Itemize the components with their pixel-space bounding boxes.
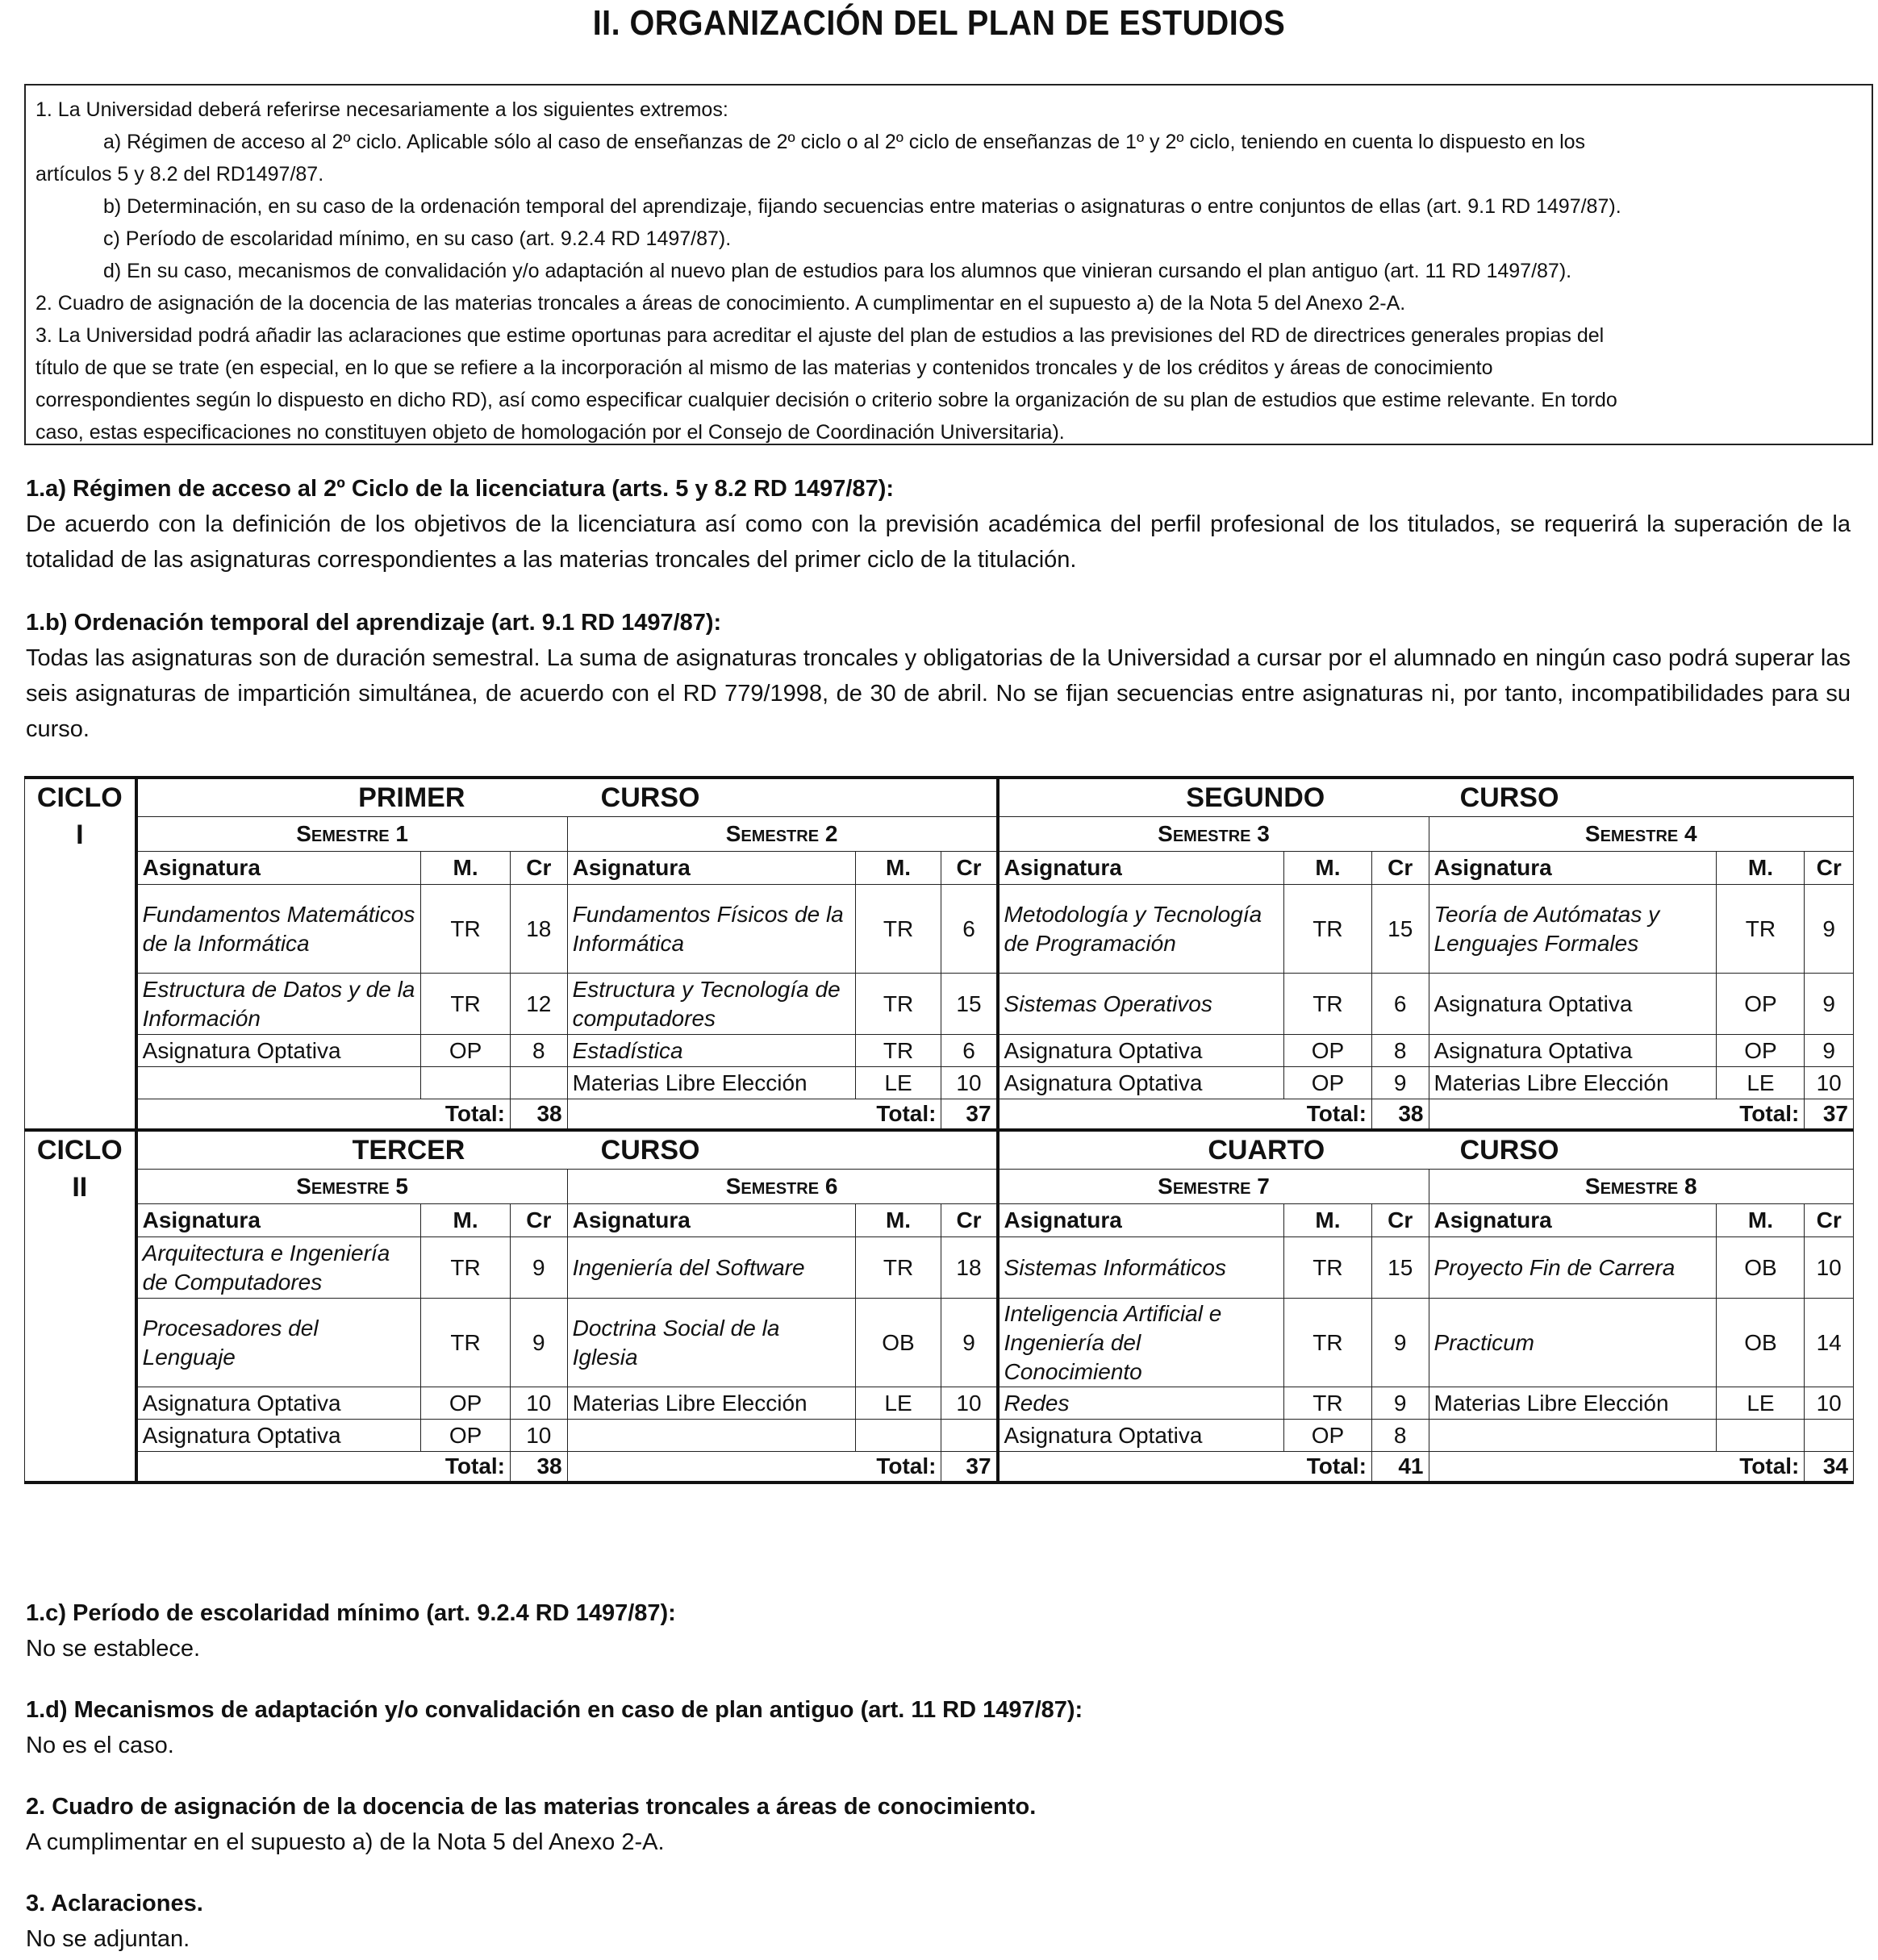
section-1b-heading: 1.b) Ordenación temporal del aprendizaje (art. 9.1 RD 1497/87): bbox=[26, 610, 722, 636]
page-title: II. ORGANIZACIÓN DEL PLAN DE ESTUDIOS bbox=[592, 3, 1286, 43]
credits-cell: 10 bbox=[511, 1387, 568, 1420]
credits-cell: 9 bbox=[511, 1299, 568, 1387]
column-header-creditos: Cr bbox=[1371, 852, 1429, 885]
total-label: Total: bbox=[567, 1452, 941, 1483]
credits-cell: 10 bbox=[511, 1420, 568, 1452]
asignatura-cell: Asignatura Optativa bbox=[136, 1420, 421, 1452]
credits-cell: 15 bbox=[1371, 885, 1429, 974]
column-header-asignatura: Asignatura bbox=[998, 1204, 1284, 1237]
table-row bbox=[25, 885, 1854, 974]
credits-cell: 18 bbox=[511, 885, 568, 974]
materia-type-cell: TR bbox=[855, 1237, 941, 1299]
instruction-line: c) Período de escolaridad mínimo, en su caso (art. 9.2.4 RD 1497/87). bbox=[103, 227, 732, 250]
ciclo-label bbox=[25, 778, 136, 1130]
credits-cell: 8 bbox=[1371, 1035, 1429, 1067]
asignatura-cell: Materias Libre Elección bbox=[1429, 1067, 1717, 1099]
materia-type-cell: OB bbox=[1717, 1299, 1805, 1387]
column-header-row bbox=[25, 852, 1854, 885]
column-header-creditos: Cr bbox=[511, 1204, 568, 1237]
ciclo-word: CICLO bbox=[36, 1135, 123, 1166]
credits-cell: 9 bbox=[1371, 1387, 1429, 1420]
credits-cell: 6 bbox=[941, 1035, 998, 1067]
asignatura-cell: Asignatura Optativa bbox=[1429, 974, 1717, 1035]
asignatura-cell: Asignatura Optativa bbox=[136, 1387, 421, 1420]
column-header-materia: M. bbox=[1284, 852, 1372, 885]
instruction-line: 3. La Universidad podrá añadir las aclaraciones que estime oportunas para acreditar el ajuste del plan de estudios a las previsiones del RD de directrices generales propias del bbox=[35, 324, 1605, 347]
materia-type-cell: LE bbox=[855, 1387, 941, 1420]
materia-type-cell: TR bbox=[1284, 1237, 1372, 1299]
column-header-creditos: Cr bbox=[941, 1204, 998, 1237]
column-header-materia: M. bbox=[1717, 1204, 1805, 1237]
section-1b-body: Todas las asignaturas son de duración semestral. La suma de asignaturas troncales y obligatorias de la Universidad a cursar por el alumnado en ningún caso podrá superar las seis asignaturas de impartición simultánea, de acuerdo con el RD 779/1998, de 30 de abril. No se fijan secuencias entre asignaturas ni, por tanto, incompatibilidades para su curso. bbox=[26, 645, 1851, 742]
column-header-materia: M. bbox=[1284, 1204, 1372, 1237]
curso-word: CURSO bbox=[1459, 782, 1559, 813]
materia-type-cell: TR bbox=[1284, 974, 1372, 1035]
curso-ordinal: CUARTO bbox=[1208, 1135, 1325, 1166]
credits-cell: 8 bbox=[511, 1035, 568, 1067]
column-header-creditos: Cr bbox=[1371, 1204, 1429, 1237]
total-label: Total: bbox=[136, 1452, 511, 1483]
materia-type-cell: OP bbox=[1284, 1067, 1372, 1099]
curso-word: CURSO bbox=[1459, 1135, 1559, 1166]
asignatura-cell: Arquitectura e Ingeniería de Computadores bbox=[136, 1237, 421, 1299]
total-credits: 37 bbox=[941, 1452, 998, 1483]
ciclo-number: I bbox=[76, 819, 84, 850]
asignatura-cell: Estadística bbox=[567, 1035, 855, 1067]
section-1d bbox=[26, 1692, 1851, 1763]
total-label: Total: bbox=[1429, 1452, 1805, 1483]
column-header-creditos: Cr bbox=[1805, 1204, 1854, 1237]
total-credits: 38 bbox=[1371, 1099, 1429, 1131]
column-header-asignatura: Asignatura bbox=[998, 852, 1284, 885]
credits-cell bbox=[511, 1067, 568, 1099]
asignatura-cell: Inteligencia Artificial e Ingeniería del Conocimiento bbox=[998, 1299, 1284, 1387]
section-1b bbox=[26, 605, 1851, 747]
curso-word: CURSO bbox=[600, 782, 700, 813]
materia-type-cell: OP bbox=[1284, 1420, 1372, 1452]
ciclo-number: II bbox=[72, 1172, 88, 1203]
column-header-materia: M. bbox=[855, 852, 941, 885]
total-credits: 41 bbox=[1371, 1452, 1429, 1483]
credits-cell: 10 bbox=[1805, 1067, 1854, 1099]
asignatura-cell: Sistemas Informáticos bbox=[998, 1237, 1284, 1299]
credits-cell: 10 bbox=[941, 1067, 998, 1099]
instruction-line: correspondientes según lo dispuesto en dicho RD), así como especificar cualquier decisión o criterio sobre la organización de su plan de estudios que estime relevante. En tordo bbox=[35, 389, 1617, 411]
semestre-header: Semestre 1 bbox=[136, 817, 567, 852]
table-row bbox=[25, 974, 1854, 1035]
section-1d-body: No es el caso. bbox=[26, 1733, 174, 1758]
table-row bbox=[25, 1387, 1854, 1420]
materia-type-cell: TR bbox=[1717, 885, 1805, 974]
total-label: Total: bbox=[567, 1099, 941, 1131]
credits-cell: 9 bbox=[1805, 885, 1854, 974]
credits-cell: 15 bbox=[1371, 1237, 1429, 1299]
total-credits: 38 bbox=[511, 1452, 568, 1483]
ciclo-word: CICLO bbox=[36, 782, 123, 813]
column-header-asignatura: Asignatura bbox=[567, 852, 855, 885]
semestre-header: Semestre 6 bbox=[567, 1170, 997, 1204]
credits-cell: 6 bbox=[941, 885, 998, 974]
section-1c bbox=[26, 1595, 1851, 1666]
credits-cell: 14 bbox=[1805, 1299, 1854, 1387]
column-header-materia: M. bbox=[421, 852, 511, 885]
materia-type-cell: OP bbox=[1717, 974, 1805, 1035]
total-label: Total: bbox=[998, 1099, 1372, 1131]
materia-type-cell: TR bbox=[855, 885, 941, 974]
table-row bbox=[25, 1299, 1854, 1387]
materia-type-cell: TR bbox=[855, 1035, 941, 1067]
column-header-creditos: Cr bbox=[1805, 852, 1854, 885]
materia-type-cell bbox=[855, 1420, 941, 1452]
semestre-header: Semestre 5 bbox=[136, 1170, 567, 1204]
section-1a-heading: 1.a) Régimen de acceso al 2º Ciclo de la licenciatura (arts. 5 y 8.2 RD 1497/87): bbox=[26, 476, 895, 502]
materia-type-cell: LE bbox=[1717, 1067, 1805, 1099]
asignatura-cell: Materias Libre Elección bbox=[567, 1387, 855, 1420]
credits-cell: 9 bbox=[1371, 1067, 1429, 1099]
curso-header bbox=[998, 1130, 1854, 1170]
curso-header bbox=[136, 1130, 998, 1170]
asignatura-cell: Teoría de Autómatas y Lenguajes Formales bbox=[1429, 885, 1717, 974]
credits-cell: 10 bbox=[1805, 1387, 1854, 1420]
instruction-line: b) Determinación, en su caso de la ordenación temporal del aprendizaje, fijando secuencias entre materias o asignaturas o entre conjuntos de ellas (art. 9.1 RD 1497/87). bbox=[103, 195, 1621, 218]
materia-type-cell: TR bbox=[1284, 885, 1372, 974]
semestre-header: Semestre 2 bbox=[567, 817, 997, 852]
section-1c-heading: 1.c) Período de escolaridad mínimo (art. 9.2.4 RD 1497/87): bbox=[26, 1600, 676, 1626]
total-row bbox=[25, 1452, 1854, 1483]
instruction-line: 1. La Universidad deberá referirse necesariamente a los siguientes extremos: bbox=[35, 98, 728, 121]
credits-cell bbox=[941, 1420, 998, 1452]
asignatura-cell: Asignatura Optativa bbox=[998, 1035, 1284, 1067]
materia-type-cell: TR bbox=[421, 974, 511, 1035]
asignatura-cell: Proyecto Fin de Carrera bbox=[1429, 1237, 1717, 1299]
column-header-asignatura: Asignatura bbox=[136, 1204, 421, 1237]
asignatura-cell: Asignatura Optativa bbox=[998, 1420, 1284, 1452]
column-header-materia: M. bbox=[1717, 852, 1805, 885]
asignatura-cell bbox=[136, 1067, 421, 1099]
asignatura-cell: Materias Libre Elección bbox=[567, 1067, 855, 1099]
asignatura-cell: Estructura de Datos y de la Información bbox=[136, 974, 421, 1035]
materia-type-cell: OP bbox=[1284, 1035, 1372, 1067]
materia-type-cell bbox=[1717, 1420, 1805, 1452]
instruction-line: artículos 5 y 8.2 del RD1497/87. bbox=[35, 163, 324, 186]
curso-ordinal: TERCER bbox=[352, 1135, 465, 1166]
section-2 bbox=[26, 1789, 1851, 1860]
materia-type-cell: LE bbox=[855, 1067, 941, 1099]
credits-cell: 9 bbox=[1805, 974, 1854, 1035]
semestre-header: Semestre 7 bbox=[998, 1170, 1429, 1204]
credits-cell: 18 bbox=[941, 1237, 998, 1299]
section-2-heading: 2. Cuadro de asignación de la docencia de las materias troncales a áreas de conocimiento. bbox=[26, 1794, 1037, 1820]
materia-type-cell: TR bbox=[1284, 1299, 1372, 1387]
asignatura-cell: Metodología y Tecnología de Programación bbox=[998, 885, 1284, 974]
table-row bbox=[25, 1067, 1854, 1099]
instruction-line: d) En su caso, mecanismos de convalidación y/o adaptación al nuevo plan de estudios para los alumnos que vinieran cursando el plan antiguo (art. 11 RD 1497/87). bbox=[103, 260, 1572, 282]
materia-type-cell: OP bbox=[421, 1387, 511, 1420]
semestre-row bbox=[25, 1170, 1854, 1204]
section-3-heading: 3. Aclaraciones. bbox=[26, 1891, 203, 1916]
asignatura-cell: Doctrina Social de la Iglesia bbox=[567, 1299, 855, 1387]
section-1a-body: De acuerdo con la definición de los objetivos de la licenciatura así como con la previsión académica del perfil profesional de los titulados, se requerirá la superación de la totalidad de las asignaturas correspondientes a las materias troncales del primer ciclo de la titulación. bbox=[26, 511, 1851, 573]
credits-cell: 8 bbox=[1371, 1420, 1429, 1452]
asignatura-cell: Estructura y Tecnología de computadores bbox=[567, 974, 855, 1035]
instruction-line: 2. Cuadro de asignación de la docencia de las materias troncales a áreas de conocimiento. A cumplimentar en el supuesto a) de la Nota 5 del Anexo 2-A. bbox=[35, 292, 1406, 315]
section-1d-heading: 1.d) Mecanismos de adaptación y/o convalidación en caso de plan antiguo (art. 11 RD 1497/87): bbox=[26, 1697, 1083, 1723]
section-1c-body: No se establece. bbox=[26, 1636, 201, 1662]
credits-cell: 9 bbox=[1805, 1035, 1854, 1067]
materia-type-cell: OP bbox=[421, 1035, 511, 1067]
credits-cell: 10 bbox=[941, 1387, 998, 1420]
materia-type-cell: LE bbox=[1717, 1387, 1805, 1420]
curso-row bbox=[25, 778, 1854, 817]
ciclo-label bbox=[25, 1130, 136, 1483]
credits-cell: 9 bbox=[941, 1299, 998, 1387]
materia-type-cell: TR bbox=[855, 974, 941, 1035]
asignatura-cell: Sistemas Operativos bbox=[998, 974, 1284, 1035]
materia-type-cell bbox=[421, 1067, 511, 1099]
asignatura-cell: Procesadores del Lenguaje bbox=[136, 1299, 421, 1387]
credits-cell bbox=[1805, 1420, 1854, 1452]
materia-type-cell: TR bbox=[421, 1237, 511, 1299]
semestre-header: Semestre 8 bbox=[1429, 1170, 1854, 1204]
section-3-body: No se adjuntan. bbox=[26, 1926, 190, 1952]
asignatura-cell: Asignatura Optativa bbox=[998, 1067, 1284, 1099]
asignatura-cell: Ingeniería del Software bbox=[567, 1237, 855, 1299]
table-row bbox=[25, 1237, 1854, 1299]
materia-type-cell: TR bbox=[421, 885, 511, 974]
asignatura-cell: Fundamentos Matemáticos de la Informática bbox=[136, 885, 421, 974]
column-header-materia: M. bbox=[855, 1204, 941, 1237]
column-header-asignatura: Asignatura bbox=[1429, 852, 1717, 885]
asignatura-cell: Practicum bbox=[1429, 1299, 1717, 1387]
credits-cell: 15 bbox=[941, 974, 998, 1035]
materia-type-cell: OP bbox=[421, 1420, 511, 1452]
semestre-row bbox=[25, 817, 1854, 852]
asignatura-cell: Fundamentos Físicos de la Informática bbox=[567, 885, 855, 974]
section-3 bbox=[26, 1886, 1851, 1957]
curso-header bbox=[136, 778, 998, 817]
table-row bbox=[25, 1420, 1854, 1452]
asignatura-cell: Redes bbox=[998, 1387, 1284, 1420]
total-credits: 37 bbox=[941, 1099, 998, 1131]
column-header-asignatura: Asignatura bbox=[567, 1204, 855, 1237]
credits-cell: 6 bbox=[1371, 974, 1429, 1035]
instructions-box bbox=[24, 84, 1873, 445]
column-header-asignatura: Asignatura bbox=[1429, 1204, 1717, 1237]
asignatura-cell bbox=[567, 1420, 855, 1452]
instruction-line: a) Régimen de acceso al 2º ciclo. Aplicable sólo al caso de enseñanzas de 2º ciclo o al 2º ciclo de enseñanzas de 1º y 2º ciclo, teniendo en cuenta lo dispuesto en los bbox=[103, 131, 1586, 153]
credits-cell: 12 bbox=[511, 974, 568, 1035]
materia-type-cell: OP bbox=[1717, 1035, 1805, 1067]
section-1a bbox=[26, 471, 1851, 578]
semestre-header: Semestre 4 bbox=[1429, 817, 1854, 852]
total-label: Total: bbox=[136, 1099, 511, 1131]
instruction-line: título de que se trate (en especial, en lo que se refiere a la incorporación al mismo de las materias y contenidos troncales y de los créditos y áreas de conocimiento bbox=[35, 357, 1493, 379]
total-row bbox=[25, 1099, 1854, 1131]
column-header-materia: M. bbox=[421, 1204, 511, 1237]
column-header-creditos: Cr bbox=[511, 852, 568, 885]
materia-type-cell: OB bbox=[1717, 1237, 1805, 1299]
credits-cell: 10 bbox=[1805, 1237, 1854, 1299]
curso-ordinal: SEGUNDO bbox=[1186, 782, 1325, 813]
curso-header bbox=[998, 778, 1854, 817]
asignatura-cell: Asignatura Optativa bbox=[136, 1035, 421, 1067]
materia-type-cell: TR bbox=[1284, 1387, 1372, 1420]
section-2-body: A cumplimentar en el supuesto a) de la Nota 5 del Anexo 2-A. bbox=[26, 1829, 665, 1855]
total-credits: 38 bbox=[511, 1099, 568, 1131]
semestre-header: Semestre 3 bbox=[998, 817, 1429, 852]
asignatura-cell: Materias Libre Elección bbox=[1429, 1387, 1717, 1420]
total-label: Total: bbox=[1429, 1099, 1805, 1131]
total-credits: 34 bbox=[1805, 1452, 1854, 1483]
credits-cell: 9 bbox=[511, 1237, 568, 1299]
column-header-asignatura: Asignatura bbox=[136, 852, 421, 885]
total-credits: 37 bbox=[1805, 1099, 1854, 1131]
instruction-line: caso, estas especificaciones no constituyen objeto de homologación por el Consejo de Coordinación Universitaria). bbox=[35, 421, 1065, 444]
curso-row bbox=[25, 1130, 1854, 1170]
materia-type-cell: OB bbox=[855, 1299, 941, 1387]
column-header-row bbox=[25, 1204, 1854, 1237]
table-row bbox=[25, 1035, 1854, 1067]
credits-cell: 9 bbox=[1371, 1299, 1429, 1387]
column-header-creditos: Cr bbox=[941, 852, 998, 885]
curso-ordinal: PRIMER bbox=[358, 782, 465, 813]
study-plan-table bbox=[24, 776, 1854, 1484]
curso-word: CURSO bbox=[600, 1135, 700, 1166]
total-label: Total: bbox=[998, 1452, 1372, 1483]
asignatura-cell: Asignatura Optativa bbox=[1429, 1035, 1717, 1067]
asignatura-cell bbox=[1429, 1420, 1717, 1452]
materia-type-cell: TR bbox=[421, 1299, 511, 1387]
